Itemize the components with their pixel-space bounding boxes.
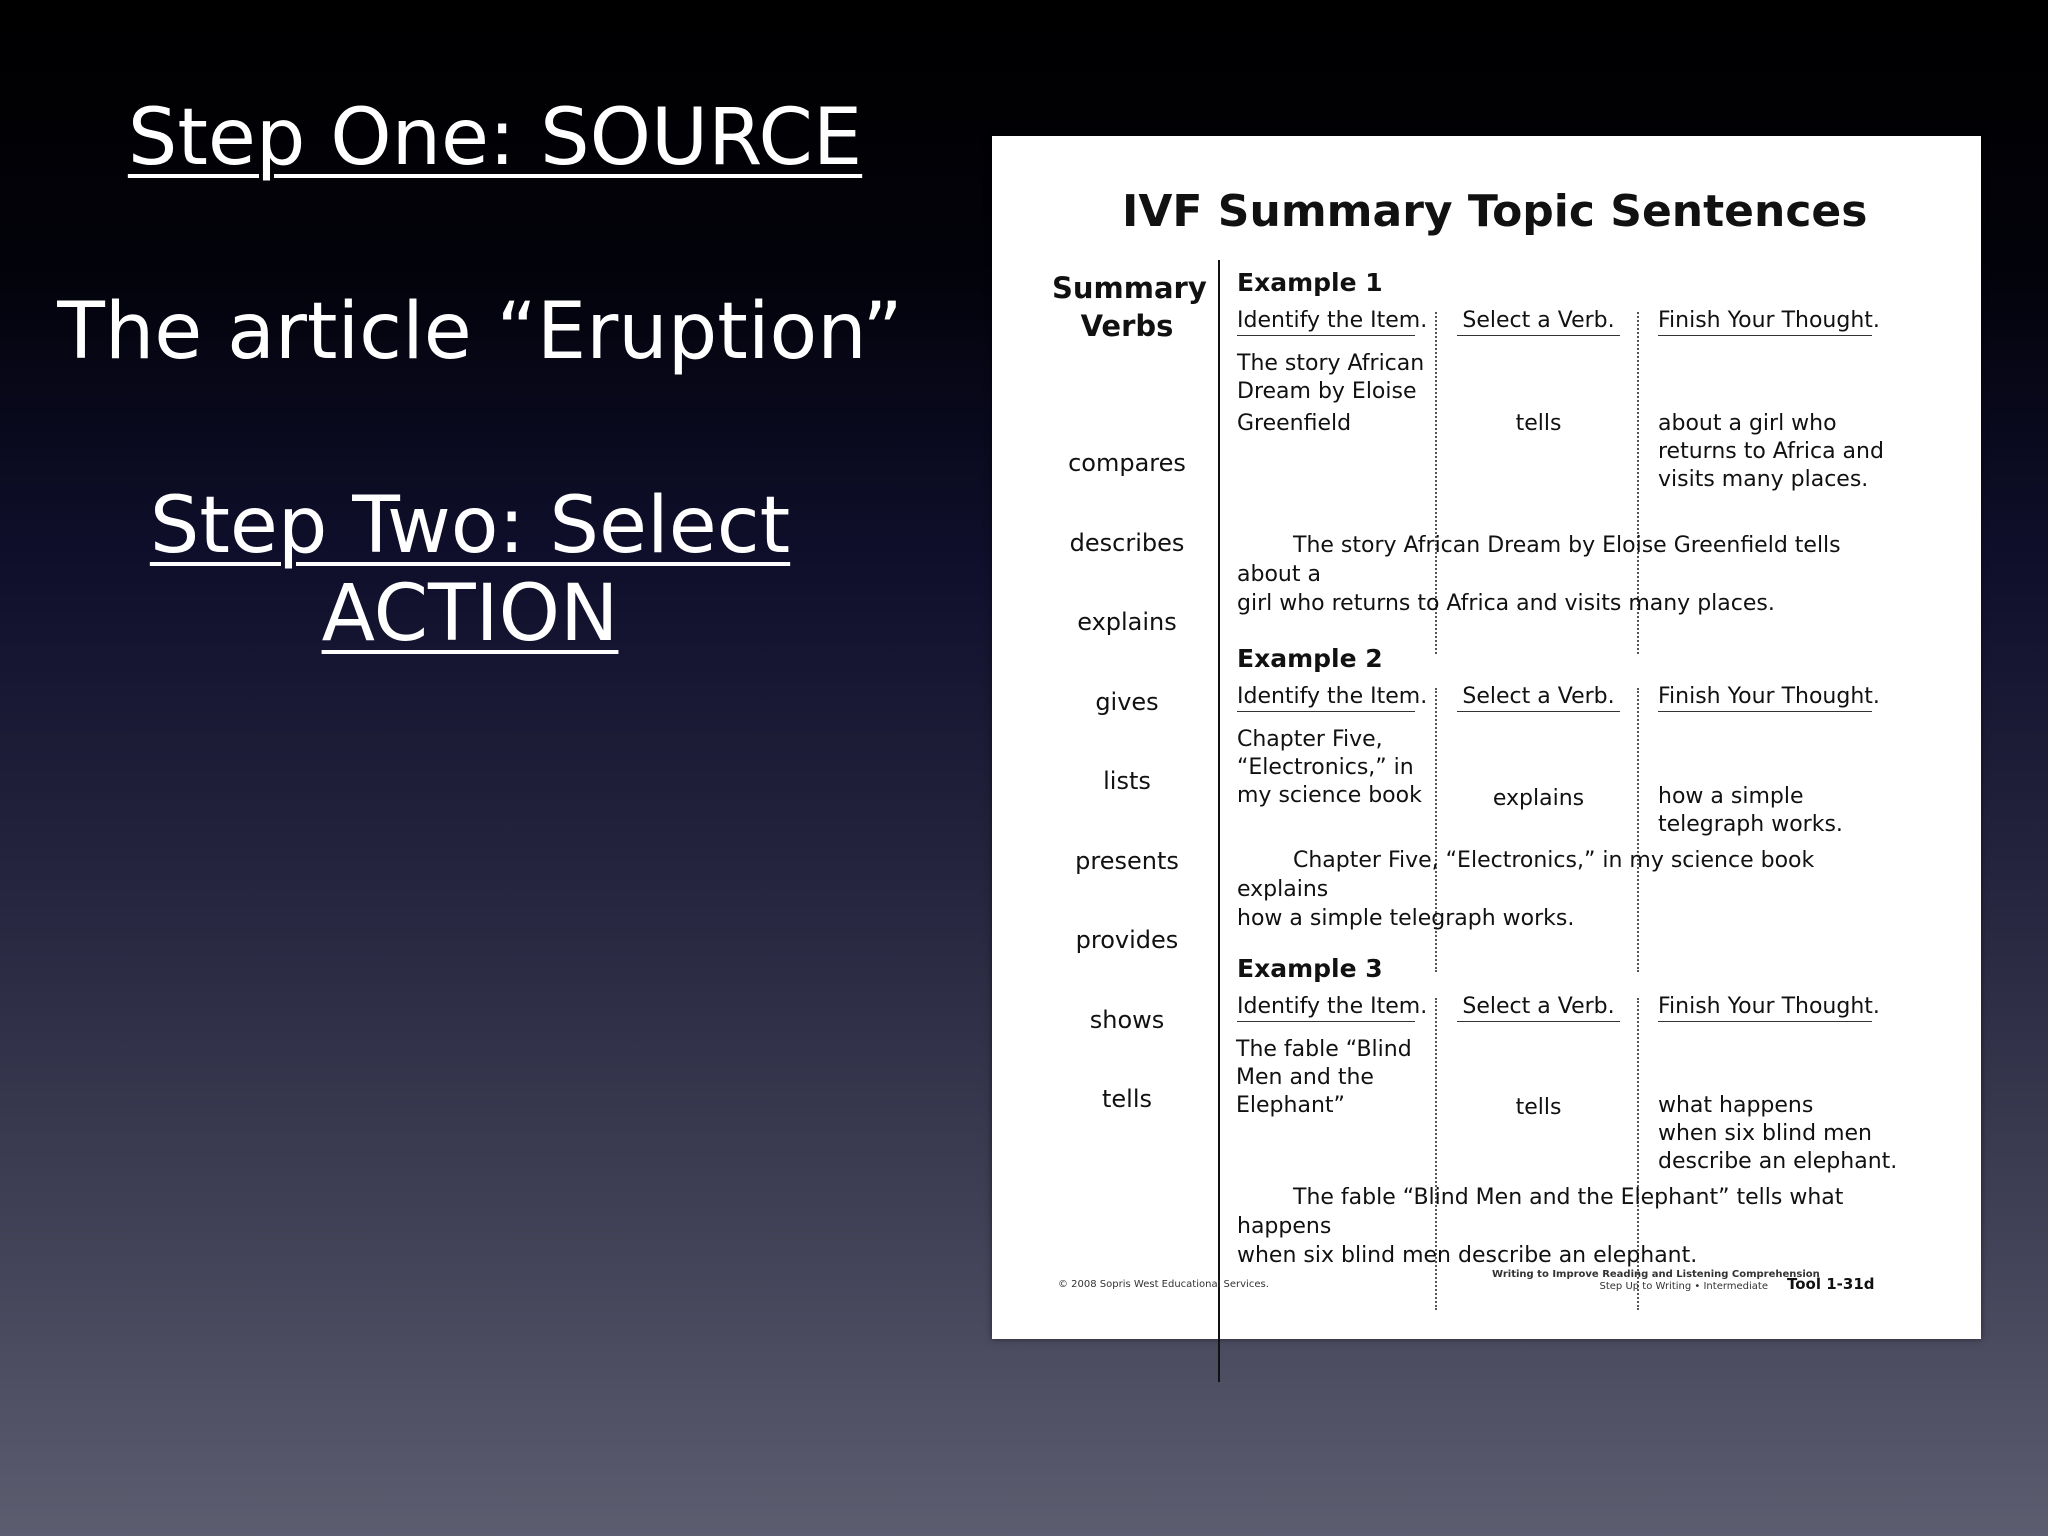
verb-item: provides	[1075, 926, 1179, 954]
verb-cell: explains	[1492, 786, 1585, 811]
example-label: Example 1	[1237, 268, 1383, 297]
sentence-line: how a simple telegraph works.	[1237, 906, 1575, 931]
book-subtitle: Step Up to Writing • Intermediate	[1599, 1281, 1768, 1292]
summary-verbs-label: Summary	[1052, 271, 1207, 305]
item-line: Dream by Eloise	[1237, 379, 1417, 404]
sentence-line: girl who returns to Africa and visits many places.	[1237, 591, 1775, 616]
item-line: Chapter Five,	[1237, 727, 1383, 752]
sentence-line: when six blind men describe an elephant.	[1237, 1243, 1698, 1268]
verbs-divider-line	[1218, 260, 1220, 1382]
slide-heading-step-one: Step One: SOURCE	[127, 93, 863, 183]
verb-item: presents	[1075, 847, 1179, 875]
thought-cell	[1658, 410, 1898, 494]
copyright-notice: © 2008 Sopris West Educational Services.	[1058, 1279, 1269, 1290]
column-header-finish: Finish Your Thought.	[1658, 994, 1872, 1022]
item-line: my science book	[1237, 783, 1422, 808]
item-line: “Electronics,” in	[1237, 755, 1414, 780]
thought-cell	[1658, 783, 1898, 839]
summary-sentence	[1237, 531, 1887, 618]
item-cell	[1236, 1036, 1426, 1120]
column-header-select: Select a Verb.	[1457, 684, 1620, 712]
item-line: Elephant”	[1236, 1093, 1345, 1118]
summary-sentence	[1237, 1183, 1887, 1270]
verb-item: lists	[1103, 767, 1151, 795]
thought-line: when six blind men	[1658, 1121, 1872, 1146]
column-header-finish: Finish Your Thought.	[1658, 684, 1872, 712]
sentence-line: The story African Dream by Eloise Greenfield tells about a	[1237, 533, 1841, 587]
column-header-identify: Identify the Item.	[1237, 684, 1415, 712]
column-header-select: Select a Verb.	[1457, 308, 1620, 336]
item-cell	[1237, 726, 1427, 810]
verb-item: explains	[1077, 608, 1177, 636]
column-header-identify: Identify the Item.	[1237, 308, 1415, 336]
verb-cell: tells	[1515, 1095, 1562, 1120]
tool-id: Tool 1-31d	[1787, 1275, 1875, 1293]
verb-cell: tells	[1515, 411, 1562, 436]
thought-line: describe an elephant.	[1658, 1149, 1898, 1174]
column-header-finish: Finish Your Thought.	[1658, 308, 1872, 336]
verb-item: gives	[1095, 688, 1159, 716]
verb-item: describes	[1069, 529, 1185, 557]
slide-heading-action: ACTION	[321, 569, 619, 659]
example-label: Example 2	[1237, 644, 1383, 673]
summary-verbs-label-2: Verbs	[1080, 309, 1174, 343]
verb-item: compares	[1068, 449, 1186, 477]
column-header-identify: Identify the Item.	[1237, 994, 1415, 1022]
thought-line: returns to Africa and	[1658, 439, 1884, 464]
book-title: Writing to Improve Reading and Listening Comprehension	[1492, 1269, 1820, 1280]
handout-page	[992, 136, 1981, 1339]
sentence-line: Chapter Five, “Electronics,” in my science book explains	[1237, 848, 1815, 902]
thought-cell	[1658, 1092, 1898, 1176]
thought-line: visits many places.	[1658, 467, 1869, 492]
item-cell	[1237, 350, 1427, 438]
verb-item: shows	[1089, 1006, 1165, 1034]
example-label: Example 3	[1237, 954, 1383, 983]
item-line: The fable “Blind	[1236, 1037, 1412, 1062]
column-header-select: Select a Verb.	[1457, 994, 1620, 1022]
item-line: The story African	[1237, 351, 1425, 376]
handout-title: IVF Summary Topic Sentences	[1122, 186, 1868, 237]
summary-sentence	[1237, 846, 1887, 933]
slide-subheading-article: The article “Eruption”	[57, 287, 903, 377]
thought-line: telegraph works.	[1658, 812, 1843, 837]
verb-item: tells	[1101, 1085, 1152, 1113]
item-line: Men and the	[1236, 1065, 1374, 1090]
thought-line: what happens	[1658, 1093, 1814, 1118]
item-line: Greenfield	[1237, 411, 1352, 436]
sentence-line: The fable “Blind Men and the Elephant” tells what happens	[1237, 1185, 1844, 1239]
slide-heading-step-two: Step Two: Select	[149, 481, 791, 571]
thought-line: about a girl who	[1658, 411, 1837, 436]
thought-line: how a simple	[1658, 784, 1804, 809]
